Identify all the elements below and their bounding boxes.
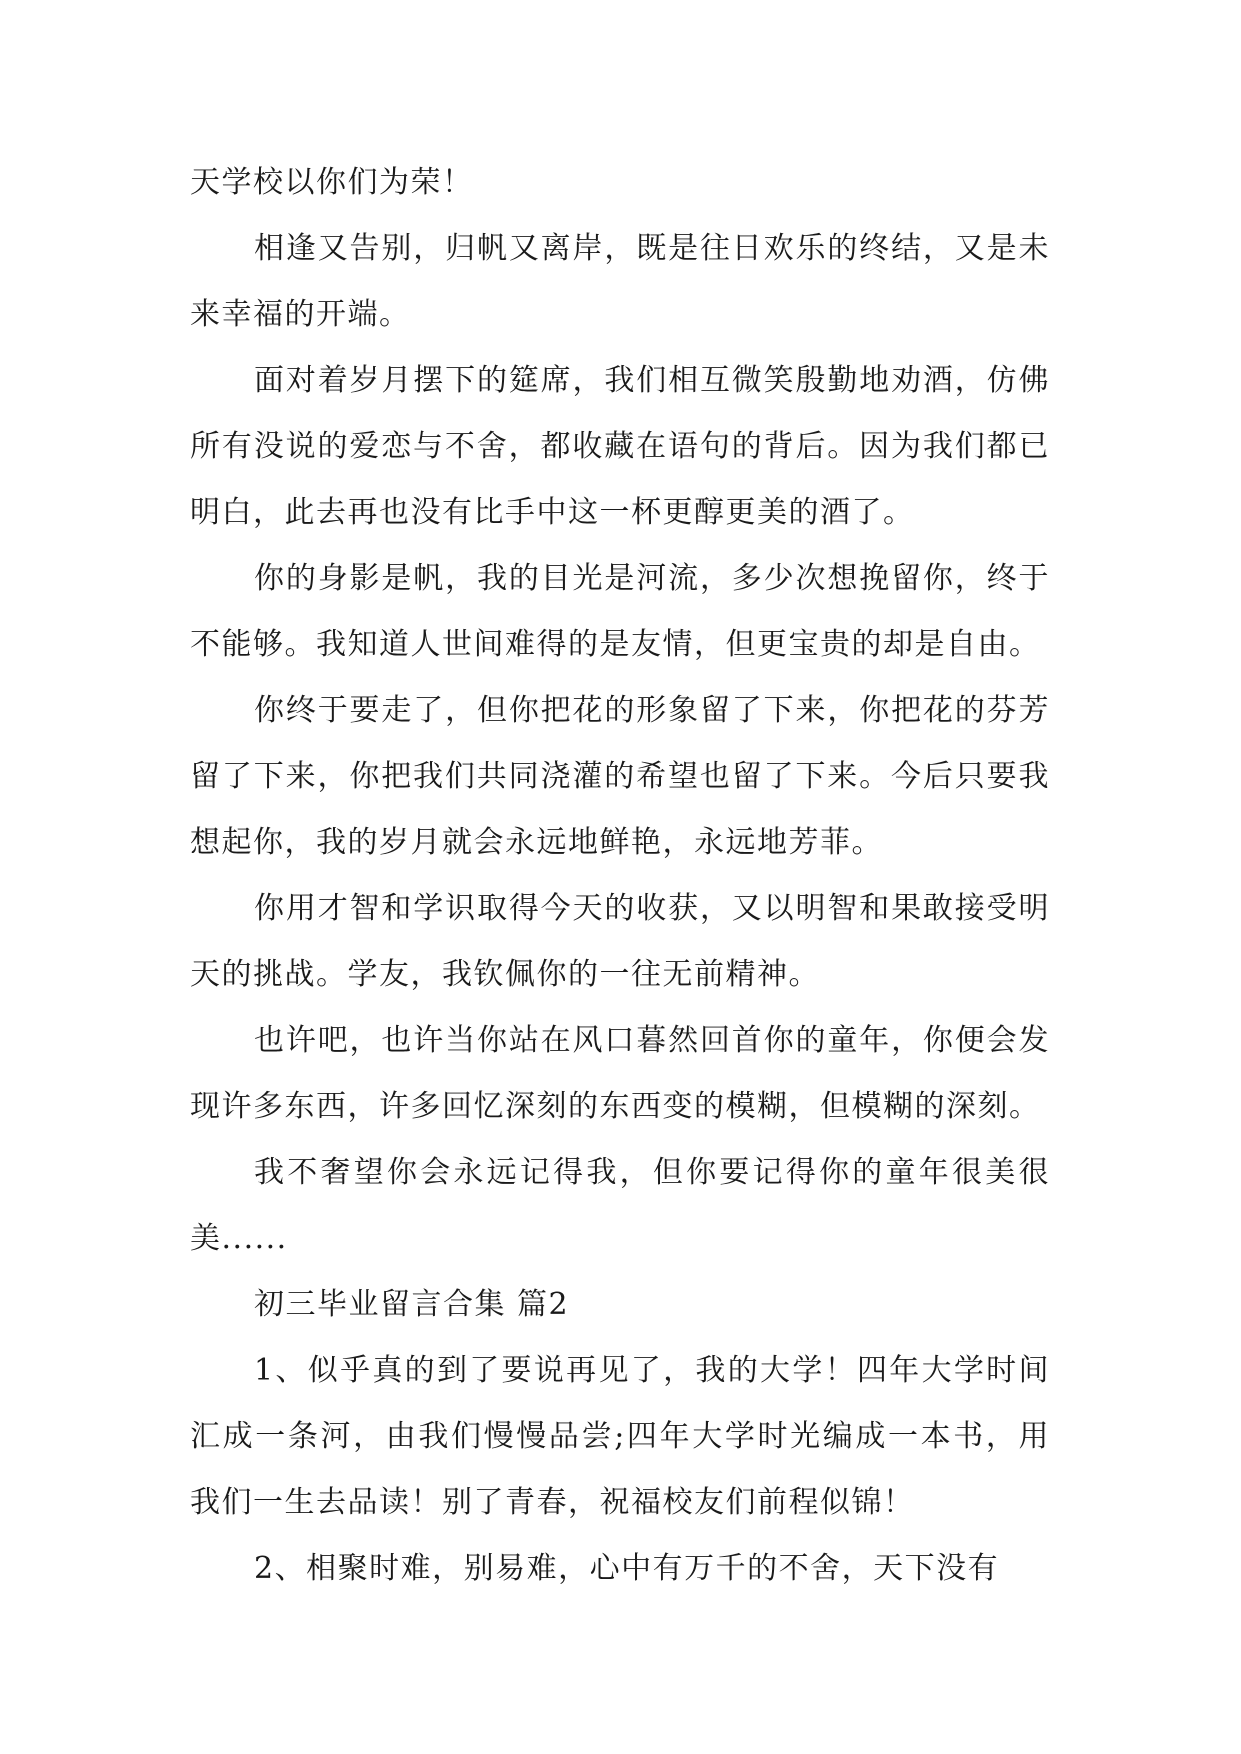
paragraph: 我不奢望你会永远记得我，但你要记得你的童年很美很美...... [190, 1155, 1050, 1256]
paragraph: 面对着岁月摆下的筵席，我们相互微笑殷勤地劝酒，仿佛所有没说的爱恋与不舍，都收藏在语句的背后。因为我们都已明白，此去再也没有比手中这一杯更醇更美的酒了。 [190, 363, 1050, 530]
paragraph: 1、似乎真的到了要说再见了，我的大学！四年大学时间汇成一条河，由我们慢慢品尝;四年大学时光编成一本书，用我们一生去品读！别了青春，祝福校友们前程似锦！ [190, 1353, 1050, 1520]
paragraph: 天学校以你们为荣！ [190, 165, 474, 200]
paragraph: 你终于要走了，但你把花的形象留了下来，你把花的芬芳留了下来，你把我们共同浇灌的希望也留了下来。今后只要我想起你，我的岁月就会永远地鲜艳，永远地芳菲。 [190, 693, 1050, 860]
paragraph: 2、相聚时难，别易难，心中有万千的不舍，天下没有 [254, 1551, 1000, 1586]
paragraph: 你的身影是帆，我的目光是河流，多少次想挽留你，终于不能够。我知道人世间难得的是友情，但更宝贵的却是自由。 [190, 561, 1050, 662]
section-heading: 初三毕业留言合集 篇2 [254, 1287, 570, 1322]
paragraph: 你用才智和学识取得今天的收获，又以明智和果敢接受明天的挑战。学友，我钦佩你的一往无前精神。 [190, 891, 1050, 992]
paragraph: 也许吧，也许当你站在风口暮然回首你的童年，你便会发现许多东西，许多回忆深刻的东西变的模糊，但模糊的深刻。 [190, 1023, 1050, 1124]
paragraph: 相逢又告别，归帆又离岸，既是往日欢乐的终结，又是未来幸福的开端。 [190, 231, 1050, 332]
document-body [190, 150, 1050, 1602]
